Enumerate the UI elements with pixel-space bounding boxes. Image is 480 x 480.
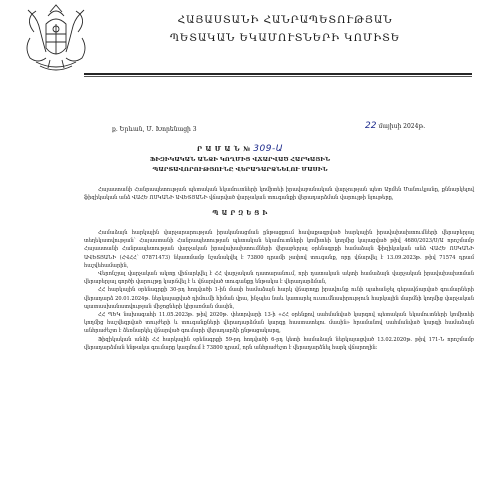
body-paragraph: Վերոնշյալ վարչական ակտը վիճարկվել է ՀՀ վարչական դատարանում, որի դատական ակտի համաձայն վարչական իրավախախտման վերաբերյալ գործի վարույթը կարճվել է և վճարված տուգանքը ենթակա է վերադարձման,	[84, 271, 474, 286]
subject-line-2: ՊԱՐՏԱՎՈՐՈՒԹՅՈՒՆԸ ՎԵՐԱԴԱՐՁՆԵԼՈՒ ՄԱՍԻՆ	[152, 167, 328, 173]
header-line-1: ՀԱՅԱՍՏԱՆԻ ՀԱՆՐԱՊԵՏՈՒԹՅԱՆ	[177, 14, 393, 26]
body-paragraph: Ֆիզիկական անձի ՀՀ հարկային օրենսգրքի 59-րդ հոդվածի 6-րդ կետի համաձայն ներկայացված 13.02.2020թ. թիվ 171-Ն որոշմամբ վերադարձման ենթակա գումարը կազմում է 73800 դրամ, որն անհրաժեշտ է վերադարձնել հարկ վճարողին։	[84, 336, 474, 351]
place-of-issue: ք. Երևան, Մ. Խորենացի 3	[112, 126, 197, 133]
date-suffix: մայիսի 2024թ.	[378, 123, 426, 130]
order-title	[0, 144, 480, 154]
body-paragraph: Համաձայն հարկային վարչարարության իրականացման ընթացքում հավաքագրված հարկային իրավախախտումների վերաբերյալ տեղեկատվության՝ Հայաստանի Հանրապետության պետական եկամուտների կոմիտեի կողմից կայացված թիվ 4680/2023/Ս/Ա որոշմամբ Հայաստանի Հանրապետության վարչական իրավախախտումների վերաբերյալ օրենսգրքի համաձայն ֆիզիկական անձ ՎԱՀԵ ՈՍԿԱՆԻ ԱՎԵՏՅԱՆԻ (ՀՎՀՀ՝ 07871473) նկատմամբ նշանակվել է 73800 դրամի չափով տուգանք, որը վճարվել է 13.09.2023թ. թիվ 71574 դրամ հաշվեհամարին,	[84, 230, 474, 269]
main-body	[84, 229, 474, 352]
issuer-header	[140, 14, 430, 44]
handwritten-order-number: 309-Ա	[253, 144, 284, 154]
handwritten-day: 22	[365, 121, 377, 131]
header-rule	[84, 73, 472, 75]
coat-of-arms-emblem	[6, 2, 106, 82]
subject-line-1: ՖԻԶԻԿԱԿԱՆ ԱՆՁԻ ԿՈՂՄԻՑ ՎՃԱՐՎԱԾ ՀԱՐԿԱՅԻՆ	[149, 157, 331, 163]
issue-date	[365, 121, 425, 131]
intro-text: Հայաստանի Հանրապետության պետական եկամուտների կոմիտեի իրավաբանական վարչության պետ Արմեն Մանուկյանը, քննարկելով ֆիզիկական անձ ՎԱՀԵ ՈՍԿԱՆԻ ԱՎԵՏՅԱՆԻ վճարված վարչական տուգանքի վերադարձման վարույթի նյութերը,	[84, 187, 474, 202]
body-paragraph: ՀՀ ՊԵԿ նախագահի 11.05.2023թ. թիվ 2020թ. փետրվարի 13-ի «ՀՀ օրենքով սահմանված կարգով պետական եկամուտների կոմիտեի կողմից հաշվեգրված տույժերի և տուգանքների վերադարձման կարգը հաստատելու մասին» հրամանով սահմանված կարգի համաձայն անհրաժեշտ է ձեռնարկել վճարված գումարի վերադարձի ընթացակարգ,	[84, 312, 474, 335]
header-rule-thin	[84, 76, 472, 77]
decision-heading: Պ Ա Ր Զ Ե Ց Ի	[212, 210, 268, 217]
body-paragraph: ՀՀ հարկային օրենսգրքի 30-րդ հոդվածի 1-ին մասի համաձայն հարկ վճարողը իրավունք ունի պահանջել գերավճարված գումարների վերադարձ 20.01.2024թ. ներկայացված դիմումի հիման վրա, ինչպես նաև կատարել ուսումնասիրություն հարկային մարմնի կողմից վարչական պատասխանատվության միջոցների կիրառման մասին,	[84, 287, 474, 310]
header-line-2: ՊԵՏԱԿԱՆ ԵԿԱՄՈՒՏՆԵՐԻ ԿՈՄԻՏԵ	[169, 32, 401, 44]
intro-paragraph	[84, 186, 474, 202]
order-label: Ր Ա Մ Ա Ն №	[196, 145, 251, 153]
